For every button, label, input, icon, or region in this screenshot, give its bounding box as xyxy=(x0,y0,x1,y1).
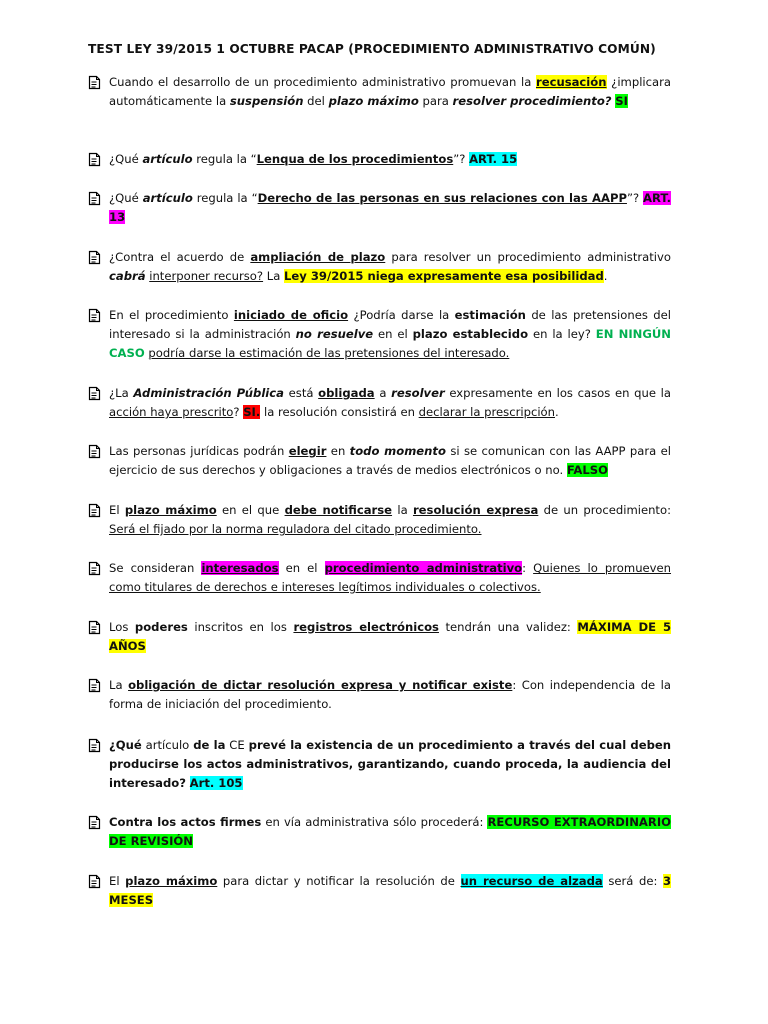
text: del xyxy=(303,94,329,109)
question-text xyxy=(109,306,671,364)
text: está xyxy=(283,386,319,400)
text: . xyxy=(603,269,608,284)
text: artículo xyxy=(142,152,193,166)
answer: ART. 15 xyxy=(469,152,518,166)
text: En el procedimiento xyxy=(109,308,234,322)
document-icon xyxy=(88,444,101,459)
text: si se comunican con las AAPP para el ejercicio de sus derechos y obligaciones a través de medios electrónicos o no. xyxy=(109,444,671,478)
text: la xyxy=(392,503,413,517)
answer: FALSO xyxy=(566,463,608,478)
list-item xyxy=(88,813,671,851)
answer: Quienes lo promueven como titulares de derechos e intereses legítimos individuales o colectivos. xyxy=(109,561,672,595)
text: suspensión xyxy=(229,94,304,109)
highlight: interesados xyxy=(201,561,279,575)
text: estimación xyxy=(454,308,526,322)
answer: SI. xyxy=(243,405,261,420)
text: tendrán una validez: xyxy=(438,620,578,634)
text: Lenqua de los procedimientos xyxy=(256,152,454,166)
text: interponer recurso? xyxy=(149,269,264,284)
list-item xyxy=(88,442,671,480)
document-icon xyxy=(88,308,101,323)
list-item xyxy=(88,189,671,227)
question-text xyxy=(109,73,671,111)
text: ”? xyxy=(626,191,644,205)
answer: RECURSO EXTRAORDINARIO DE REVISIÓN xyxy=(109,815,671,849)
list-item xyxy=(88,150,671,169)
list-item xyxy=(88,736,671,794)
list-item xyxy=(88,384,671,422)
text: Los xyxy=(109,620,135,634)
document-icon xyxy=(88,874,101,889)
text: para resolver un procedimiento administrativo xyxy=(385,250,671,264)
list-item xyxy=(88,559,671,597)
question-text xyxy=(109,676,671,714)
question-text xyxy=(109,559,671,597)
text: en xyxy=(326,444,350,458)
document-icon xyxy=(88,75,101,90)
text: regula la “ xyxy=(192,152,257,166)
text: ¿Qué xyxy=(109,152,143,166)
answer: SI xyxy=(615,94,628,109)
text: podría darse la estimación de las pretensiones del interesado. xyxy=(148,346,510,361)
text: plazo máximo xyxy=(124,503,217,517)
answer: Ley 39/2015 niega expresamente esa posibilidad xyxy=(284,269,604,284)
text: resolución expresa xyxy=(412,503,539,517)
document-icon xyxy=(88,503,101,518)
text: El xyxy=(109,874,126,888)
text: regula la “ xyxy=(192,191,258,205)
text: resolver procedimiento? xyxy=(452,94,612,109)
text: plazo establecido xyxy=(412,327,529,342)
document-icon xyxy=(88,250,101,265)
question-text xyxy=(109,189,671,227)
text: . xyxy=(555,405,559,420)
text: La xyxy=(263,269,284,284)
highlight: procedimiento administrativo xyxy=(324,561,523,575)
text: artículo xyxy=(142,191,193,205)
document-icon xyxy=(88,386,101,401)
question-text xyxy=(109,813,671,851)
text: de un procedimiento: xyxy=(538,503,671,517)
text: registros electrónicos xyxy=(293,620,439,634)
text: Derecho de las personas en sus relaciones con las AAPP xyxy=(257,191,627,205)
text: de las pretensiones del interesado si la administración xyxy=(109,308,671,342)
highlight: recusación xyxy=(536,75,607,89)
text: obligada xyxy=(318,386,375,400)
text: Administración Pública xyxy=(133,386,284,400)
text: Se consideran xyxy=(109,561,202,575)
list-item xyxy=(88,73,671,111)
question-text xyxy=(109,248,671,286)
text: cabrá xyxy=(109,269,146,284)
document-icon xyxy=(88,678,101,693)
text: ? xyxy=(233,405,244,420)
text: en el xyxy=(373,327,413,342)
question-text xyxy=(109,872,671,910)
text: obligación de dictar resolución expresa y notificar existe xyxy=(128,678,513,692)
text: poderes xyxy=(134,620,188,634)
answer: EN NINGÚN CASO xyxy=(109,327,671,361)
text: plazo máximo xyxy=(328,94,419,109)
text: será de: xyxy=(602,874,663,888)
question-text xyxy=(109,736,671,794)
text: prevé la existencia de un procedimiento a través del cual deben producirse los actos administrativos, garantizando, cuando proceda, la audiencia del interesado? xyxy=(109,738,672,791)
text: en la ley? xyxy=(528,327,596,342)
text: en vía administrativa sólo procederá: xyxy=(261,815,488,829)
text: debe notificarse xyxy=(284,503,393,517)
document-icon xyxy=(88,620,101,635)
text: El xyxy=(109,503,125,517)
text: inscritos en los xyxy=(187,620,294,634)
answer: : Con independencia de la forma de iniciación del procedimiento. xyxy=(109,678,672,712)
text: elegir xyxy=(288,444,327,458)
text: Las personas jurídicas podrán xyxy=(109,444,289,458)
list-item xyxy=(88,872,671,910)
page-title: TEST LEY 39/2015 1 OCTUBRE PACAP (PROCEDIMIENTO ADMINISTRATIVO COMÚN) xyxy=(88,42,656,56)
answer: ART. 13 xyxy=(109,191,671,225)
list-item xyxy=(88,676,671,714)
text: de la xyxy=(193,738,226,752)
document-icon xyxy=(88,152,101,167)
question-text xyxy=(109,442,671,480)
text: ¿Qué xyxy=(109,191,143,205)
text: Contra los actos firmes xyxy=(109,815,262,829)
answer: Será el fijado por la norma reguladora del citado procedimiento. xyxy=(109,522,482,537)
text: no resuelve xyxy=(295,327,374,342)
document-icon xyxy=(88,815,101,830)
text: la resolución consistirá en xyxy=(260,405,419,420)
text: declarar la prescripción xyxy=(418,405,555,420)
text: ampliación de plazo xyxy=(250,250,386,264)
text: para dictar y notificar la resolución de xyxy=(217,874,461,888)
text: artículo xyxy=(141,738,194,752)
answer: Art. 105 xyxy=(189,776,243,791)
list-item xyxy=(88,248,671,286)
text: acción haya prescrito xyxy=(109,405,234,420)
list-item xyxy=(88,306,671,364)
question-text xyxy=(109,618,671,656)
list-item xyxy=(88,501,671,539)
text: todo momento xyxy=(349,444,446,458)
question-text xyxy=(109,150,671,169)
text: La xyxy=(109,678,129,692)
text: Cuando el desarrollo de un procedimiento administrativo promuevan la xyxy=(109,75,536,89)
document-icon xyxy=(88,191,101,206)
text: : xyxy=(522,561,534,575)
list-item xyxy=(88,618,671,656)
highlight: un recurso de alzada xyxy=(460,874,603,888)
document-icon xyxy=(88,738,101,753)
text: ¿Podría darse la xyxy=(348,308,455,322)
text: ¿La xyxy=(109,386,134,400)
text: CE xyxy=(225,738,249,752)
text: resolver xyxy=(391,386,445,400)
text: expresamente en los casos en que la xyxy=(444,386,671,400)
answer: MÁXIMA DE 5 AÑOS xyxy=(109,620,672,654)
question-text xyxy=(109,384,671,422)
text: plazo máximo xyxy=(125,874,218,888)
text: iniciado de oficio xyxy=(233,308,349,322)
text: ¿Qué xyxy=(109,738,142,752)
question-text xyxy=(109,501,671,539)
text: para xyxy=(418,94,453,109)
answer: 3 MESES xyxy=(109,874,672,908)
document-icon xyxy=(88,561,101,576)
text: en el xyxy=(278,561,325,575)
text: ¿Contra el acuerdo de xyxy=(109,250,251,264)
text: en el que xyxy=(216,503,285,517)
text: ¿implicara automáticamente la xyxy=(109,75,671,109)
text: ”? xyxy=(453,152,470,166)
text: a xyxy=(374,386,392,400)
